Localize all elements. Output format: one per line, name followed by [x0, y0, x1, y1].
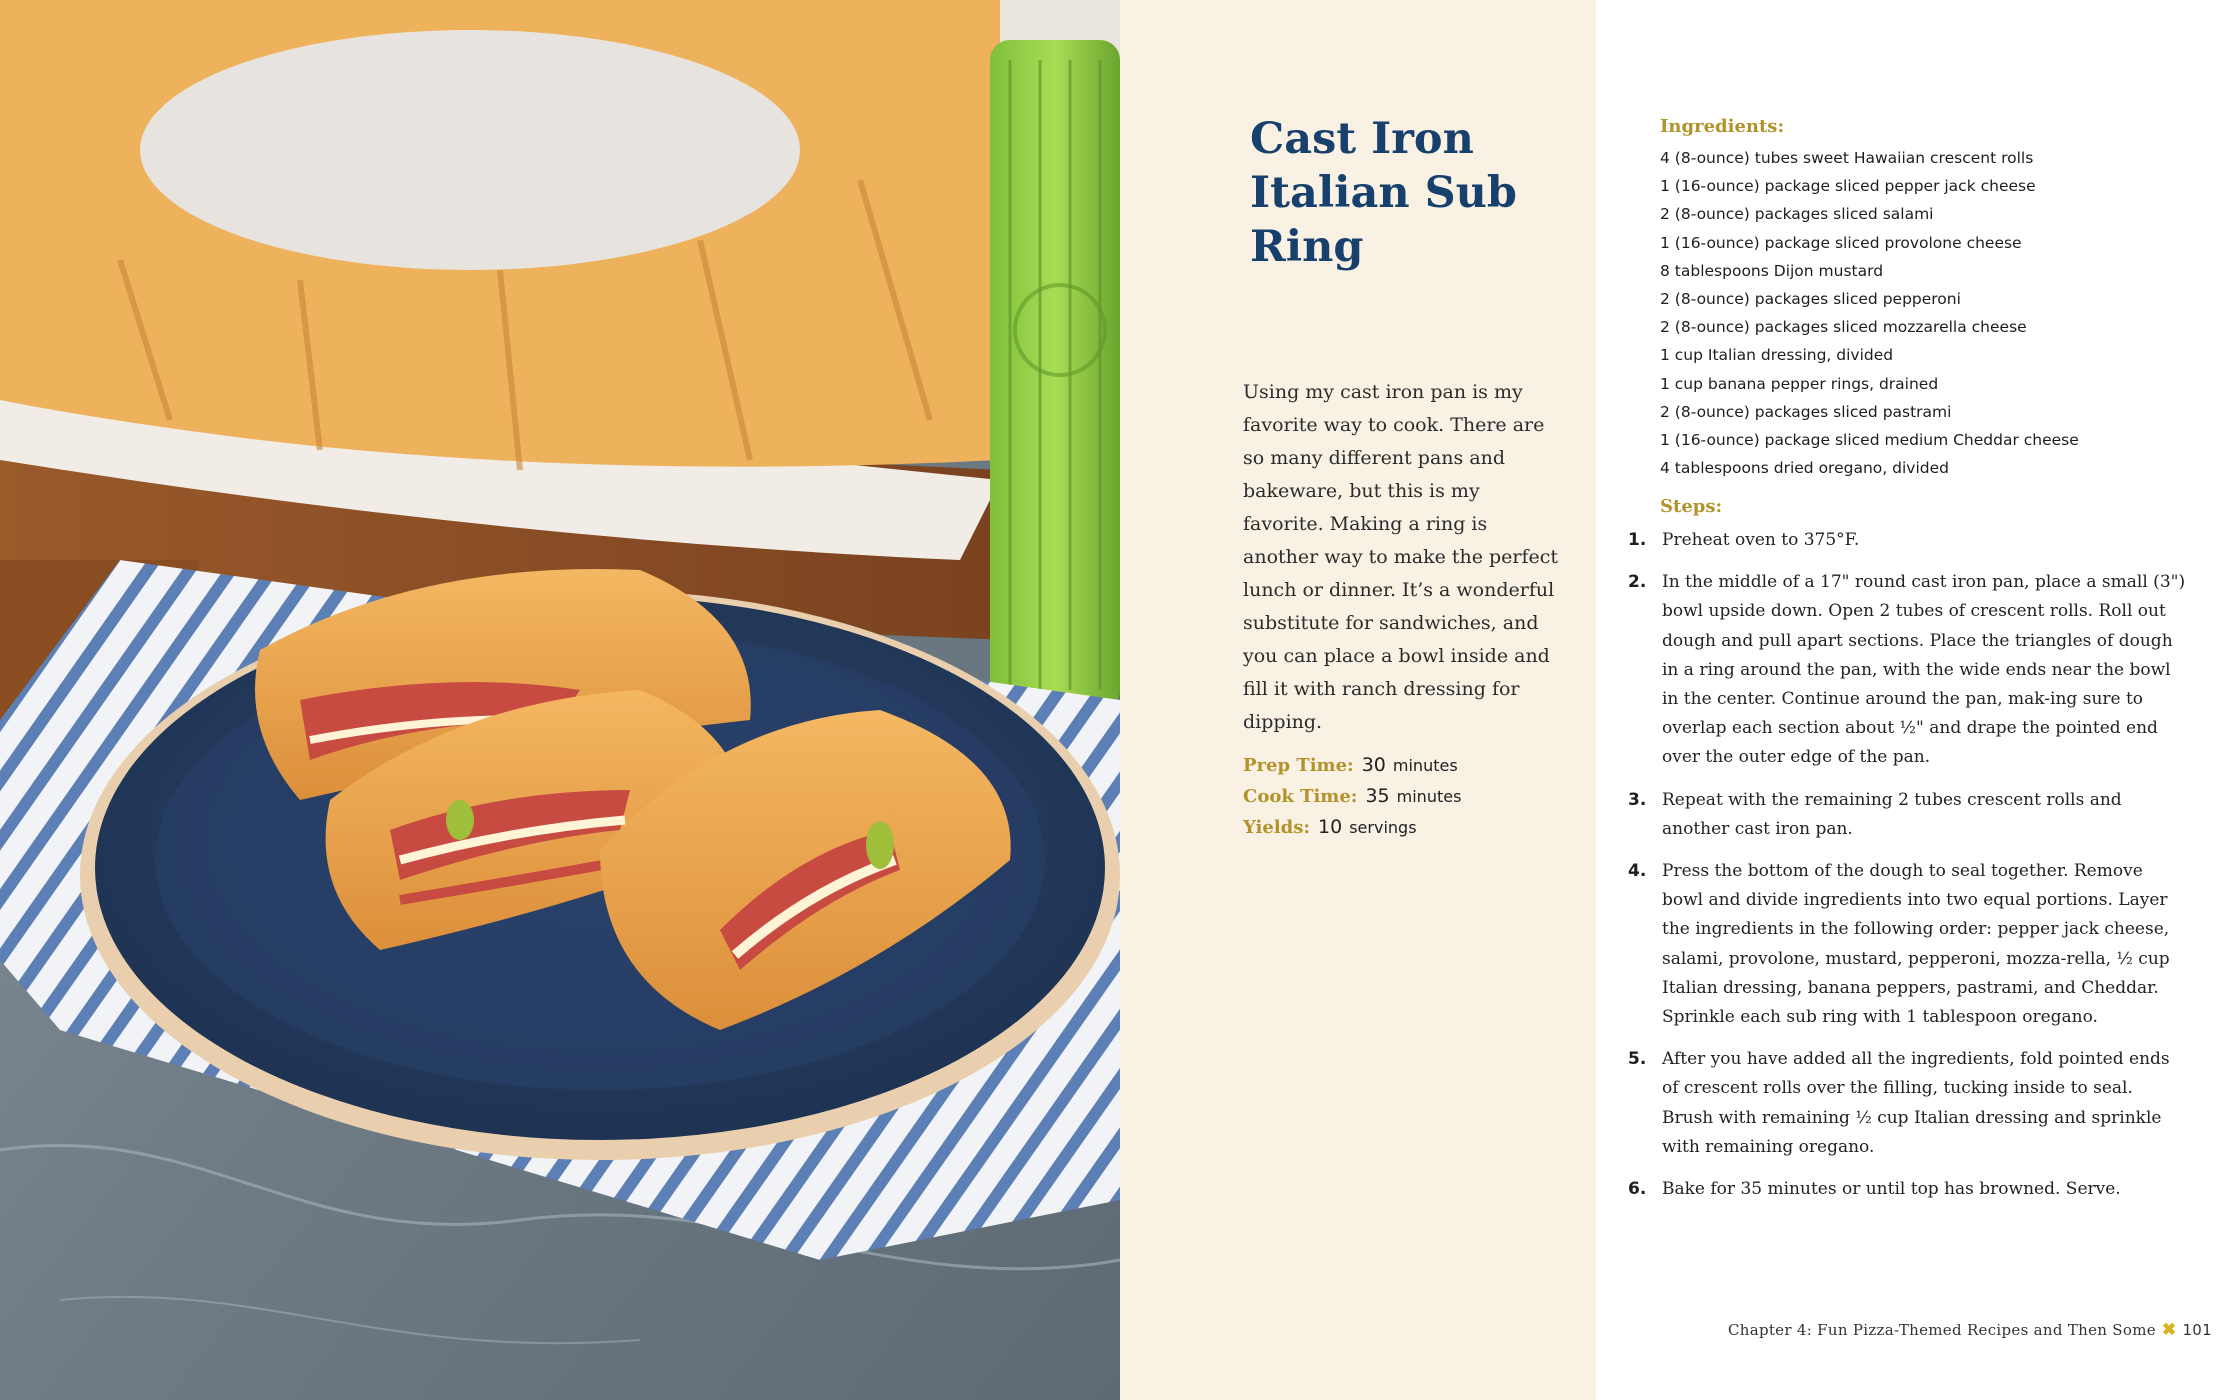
ingredient-item: 1 (16-ounce) package sliced medium Cheddar cheese [1660, 430, 2079, 449]
ingredient-item: 1 cup Italian dressing, divided [1660, 346, 1894, 365]
ingredient-item: 2 (8-ounce) packages sliced pastrami [1660, 402, 1952, 421]
step-number: 5. [1628, 1049, 1647, 1070]
step-text: Bake for 35 minutes or until top has browned. Serve. [1662, 1179, 2121, 1200]
ingredient-item: 4 tablespoons dried oregano, divided [1660, 459, 1949, 478]
step-number: 3. [1628, 789, 1647, 810]
recipe-title: Cast Iron Italian Sub Ring [1250, 114, 1517, 272]
page-footer [1728, 1320, 2212, 1340]
step-text: Repeat with the remaining 2 tubes crescent rolls and another cast iron pan. [1662, 789, 2122, 839]
step-number: 1. [1628, 530, 1647, 550]
step-item [1628, 1175, 2188, 1204]
prep-time-unit: minutes [1392, 756, 1458, 775]
ingredient-item: 1 cup banana pepper rings, drained [1660, 374, 1939, 393]
ingredient-item: 2 (8-ounce) packages sliced salami [1660, 205, 1934, 224]
step-number: 6. [1628, 1179, 1647, 1200]
steps-list [1628, 526, 2188, 1217]
step-number: 2. [1628, 572, 1647, 593]
chapter-title: Chapter 4: Fun Pizza-Themed Recipes and Then Some [1727, 1321, 2156, 1339]
cook-time-value: 35 [1365, 785, 1390, 807]
step-text: Preheat oven to 375°F. [1662, 530, 1860, 550]
yields-label: Yields: [1243, 817, 1311, 838]
step-text: After you have added all the ingredients, fold pointed ends of crescent rolls over the filling, tucking inside to seal. Brush with remaining ½ cup Italian dressing and sprinkle with remaining oregano. [1662, 1049, 2170, 1157]
prep-time [1243, 750, 1573, 781]
cook-time-unit: minutes [1396, 787, 1462, 806]
recipe-meta [1243, 750, 1573, 843]
step-text: In the middle of a 17" round cast iron pan, place a small (3") bowl upside down. Open 2 tubes of crescent rolls. Roll out dough and pull apart sections. Place the triangles of dough in a ring around the pan, with the wide ends near the bowl in the center. Continue around the pan, mak-ing sure to overlap each section about ½" and drape the pointed end over the outer edge of the pan. [1662, 572, 2186, 768]
yields [1243, 812, 1573, 843]
step-item [1628, 568, 2188, 772]
yields-value: 10 [1318, 816, 1343, 838]
ingredient-item: 8 tablespoons Dijon mustard [1660, 261, 1884, 280]
ingredients-list [1660, 144, 2079, 482]
recipe-intro-panel [1120, 0, 1596, 1400]
ingredient-item: 4 (8-ounce) tubes sweet Hawaiian crescent rolls [1660, 149, 2034, 167]
cook-time [1243, 781, 1573, 812]
ingredients-heading: Ingredients: [1660, 116, 1785, 137]
step-number: 4. [1628, 861, 1647, 882]
ingredient-item: 2 (8-ounce) packages sliced mozzarella cheese [1660, 318, 2027, 337]
step-text: Press the bottom of the dough to seal together. Remove bowl and divide ingredients into two equal portions. Layer the ingredients in the following order: pepper jack cheese, salami, provolone, mustard, pepperoni, mozza-rella, ½ cup Italian dressing, banana peppers, pastrami, and Cheddar. Sprinkle each sub ring with 1 tablespoon oregano. [1662, 861, 2170, 1028]
ingredient-item: 1 (16-ounce) package sliced provolone cheese [1660, 233, 2022, 252]
prep-time-label: Prep Time: [1243, 755, 1354, 776]
step-item [1628, 786, 2188, 844]
step-item [1628, 857, 2188, 1032]
ingredient-item: 1 (16-ounce) package sliced pepper jack cheese [1660, 177, 2036, 196]
yields-unit: servings [1349, 818, 1417, 837]
recipe-instructions-panel [1596, 0, 2240, 1400]
recipe-intro: Using my cast iron pan is my favorite way to cook. There are so many different pans and bakeware, but this is my favorite. Making a ring is another way to make the perfect lunch or dinner. It’s a wonderful substitute for sandwiches, and you can place a bowl inside and fill it with ranch dressing for dipping. [1243, 381, 1559, 733]
step-item [1628, 1045, 2188, 1162]
ingredient-item: 2 (8-ounce) packages sliced pepperoni [1660, 289, 1961, 308]
steps-heading: Steps: [1660, 496, 1723, 517]
step-item [1628, 526, 2188, 555]
cook-time-label: Cook Time: [1243, 786, 1358, 807]
page-number: 101 [2182, 1321, 2212, 1339]
cross-mark-icon: ✖ [2161, 1320, 2177, 1340]
prep-time-value: 30 [1361, 754, 1386, 776]
